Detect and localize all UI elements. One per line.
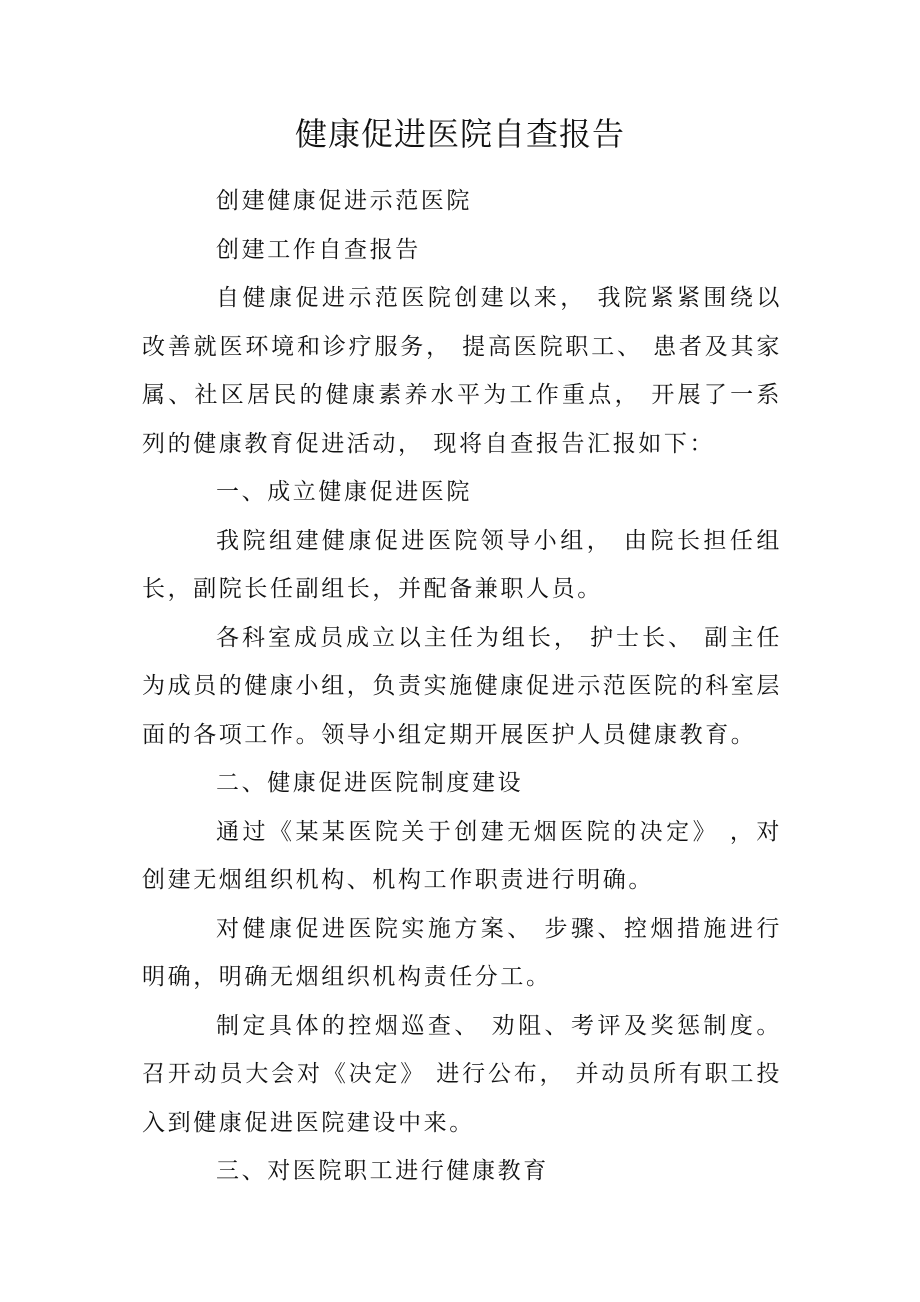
- document-title: 健康促进医院自查报告: [294, 115, 625, 153]
- paragraph: 通过《某某医院关于创建无烟医院的决定》 ，对创建无烟组织机构、机构工作职责进行明确。: [142, 818, 782, 893]
- section-heading-2: 二、健康促进医院制度建设: [216, 770, 524, 796]
- section-heading-3: 三、对医院职工进行健康教育: [216, 1158, 549, 1184]
- paragraph: 各科室成员成立以主任为组长， 护士长、 副主任为成员的健康小组，负责实施健康促进示范医院的科室层面的各项工作。领导小组定期开展医护人员健康教育。: [142, 624, 782, 748]
- paragraph: 制定具体的控烟巡查、 劝阻、考评及奖惩制度。召开动员大会对《决定》 进行公布， 并动员所有职工投入到健康促进医院建设中来。: [142, 1012, 782, 1136]
- paragraph: 对健康促进医院实施方案、 步骤、控烟措施进行明确，明确无烟组织机构责任分工。: [142, 915, 782, 990]
- intro-paragraph: 自健康促进示范医院创建以来， 我院紧紧围绕以改善就医环境和诊疗服务， 提高医院职工、 患者及其家属、社区居民的健康素养水平为工作重点， 开展了一系列的健康教育促进活动， 现将自查报告汇报如下：: [142, 285, 782, 457]
- section-heading-1: 一、成立健康促进医院: [216, 479, 472, 505]
- subtitle-line-2: 创建工作自查报告: [216, 236, 421, 263]
- paragraph: 我院组建健康促进医院领导小组， 由院长担任组长，副院长任副组长，并配备兼职人员。: [142, 527, 782, 602]
- document-body: [142, 177, 782, 1196]
- subtitle-line-1: 创建健康促进示范医院: [216, 188, 472, 214]
